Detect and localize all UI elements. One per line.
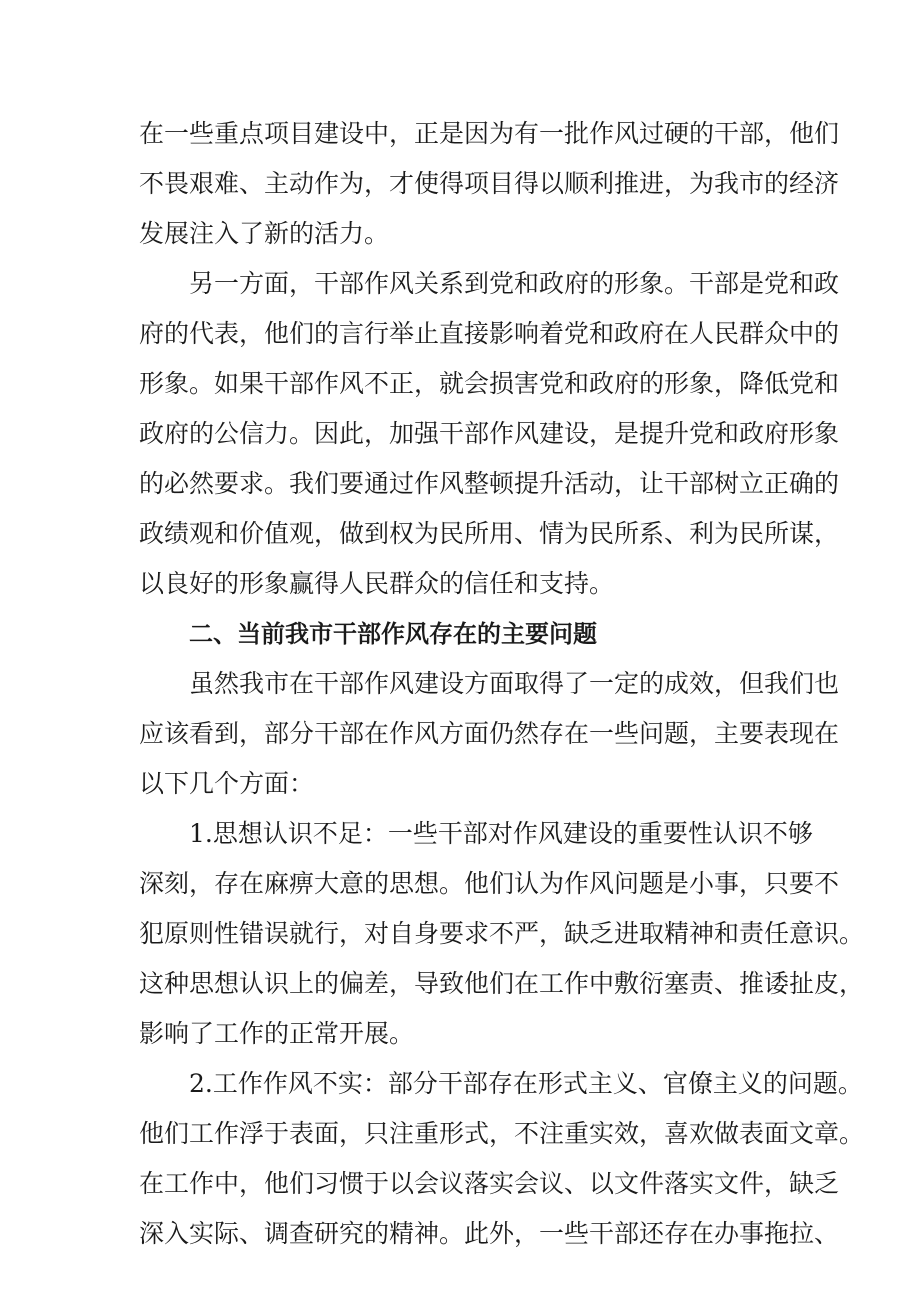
text-line: 形象。如果干部作风不正，就会损害党和政府的形象，降低党和	[139, 369, 840, 398]
text-line: 的必然要求。我们要通过作风整顿提升活动，让干部树立正确的	[139, 469, 840, 498]
text-line: 另一方面，干部作风关系到党和政府的形象。干部是党和政	[189, 269, 840, 298]
text-line: 政绩观和价值观，做到权为民所用、情为民所系、利为民所谋，	[139, 519, 840, 548]
paragraph-party-image	[139, 262, 840, 612]
text-line: 发展注入了新的活力。	[139, 219, 390, 248]
paragraph-item-2-work-style	[139, 1062, 865, 1262]
section-heading	[139, 612, 784, 662]
text-line: 以下几个方面：	[139, 769, 315, 798]
text-line: 1.思想认识不足：一些干部对作风建设的重要性认识不够	[189, 819, 813, 848]
text-line: 政府的公信力。因此，加强干部作风建设，是提升党和政府形象	[139, 419, 840, 448]
text-line: 不畏艰难、主动作为，才使得项目得以顺利推进，为我市的经济	[139, 169, 840, 198]
text-line: 他们工作浮于表面，只注重形式，不注重实效，喜欢做表面文章。	[139, 1119, 865, 1148]
text-line: 在工作中，他们习惯于以会议落实会议、以文件落实文件，缺乏	[139, 1169, 840, 1198]
text-line: 府的代表，他们的言行举止直接影响着党和政府在人民群众中的	[139, 319, 840, 348]
text-line: 这种思想认识上的偏差，导致他们在工作中敷衍塞责、推诿扯皮，	[139, 969, 865, 998]
text-line: 在一些重点项目建设中，正是因为有一批作风过硬的干部，他们	[139, 119, 840, 148]
document-page	[139, 112, 865, 1262]
text-line: 深刻，存在麻痹大意的思想。他们认为作风问题是小事，只要不	[139, 869, 840, 898]
paragraph-problems-intro	[139, 662, 840, 812]
paragraph-project-construction	[139, 112, 840, 262]
text-line: 犯原则性错误就行，对自身要求不严，缺乏进取精神和责任意识。	[139, 919, 865, 948]
text-line: 2.工作作风不实：部分干部存在形式主义、官僚主义的问题。	[189, 1069, 863, 1098]
paragraph-item-1-ideology	[139, 812, 865, 1062]
text-line: 应该看到，部分干部在作风方面仍然存在一些问题，主要表现在	[139, 719, 840, 748]
text-line: 深入实际、调查研究的精神。此外，一些干部还存在办事拖拉、	[139, 1219, 840, 1248]
text-line: 影响了工作的正常开展。	[139, 1019, 415, 1048]
section-heading-text: 二、当前我市干部作风存在的主要问题	[189, 620, 597, 648]
text-line: 以良好的形象赢得人民群众的信任和支持。	[139, 569, 615, 598]
text-line: 虽然我市在干部作风建设方面取得了一定的成效，但我们也	[189, 669, 840, 698]
